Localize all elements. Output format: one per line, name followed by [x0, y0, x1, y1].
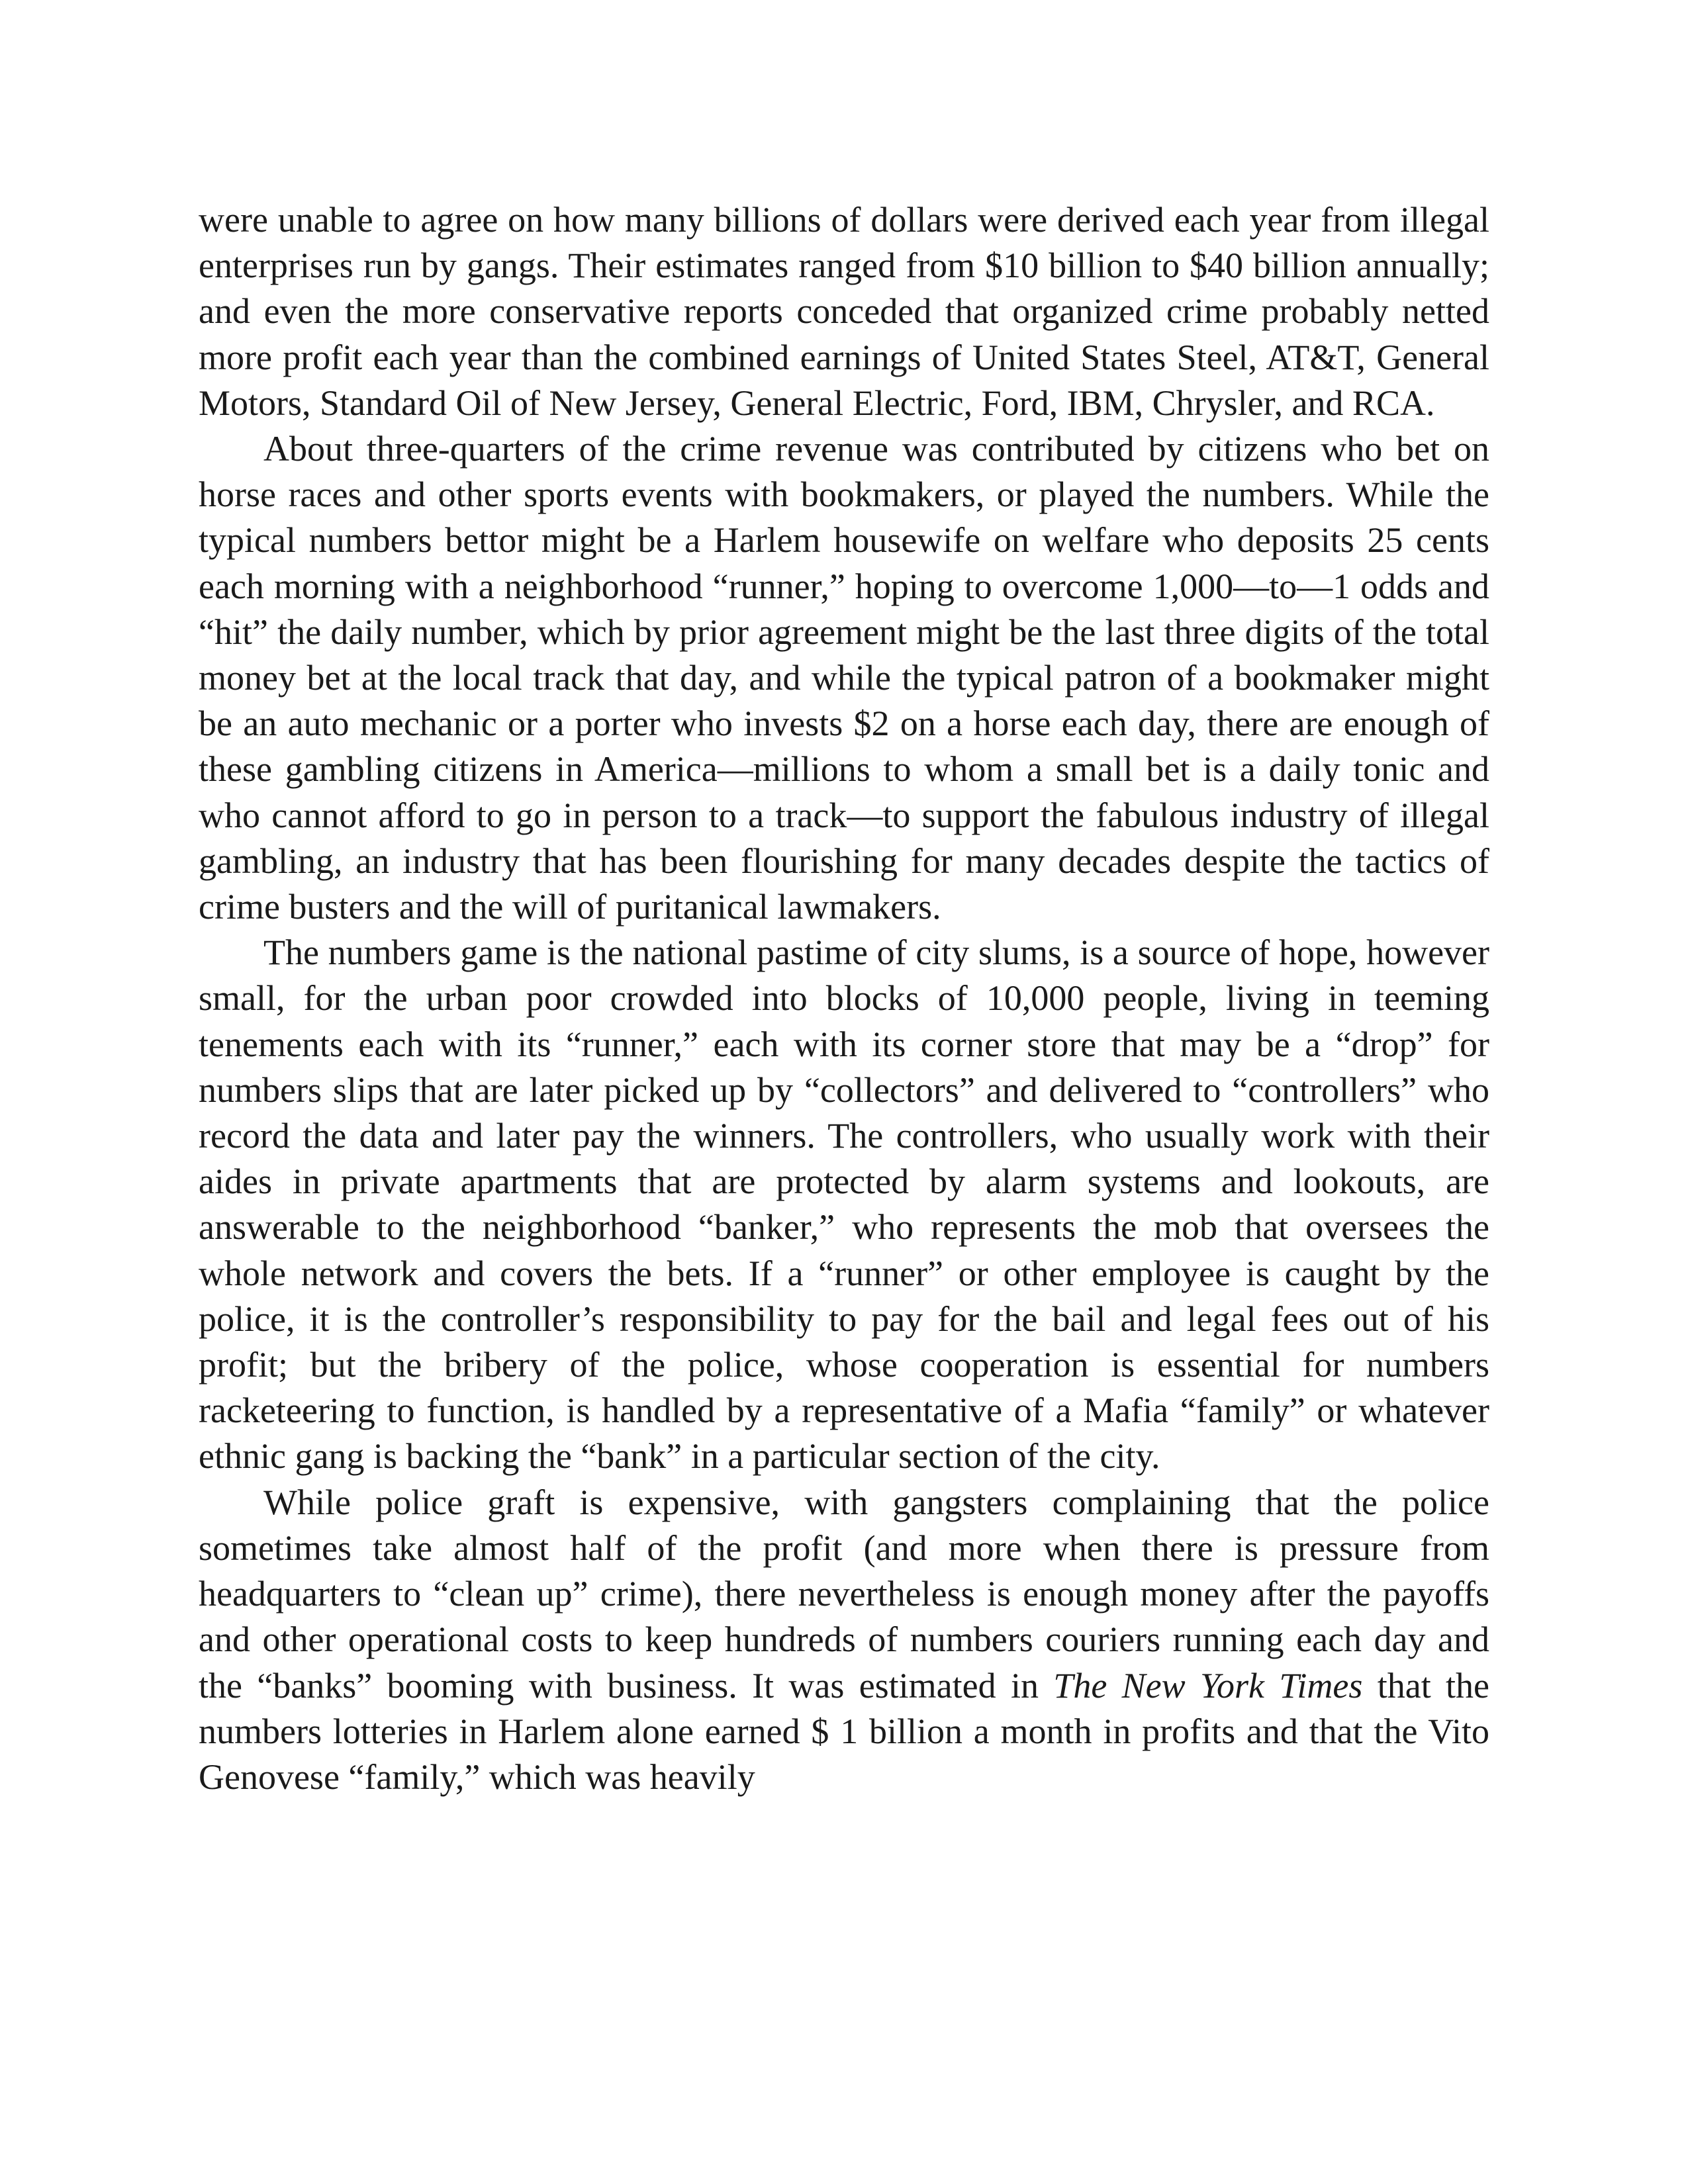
paragraph-4-italic-title: The New York Times [1053, 1665, 1363, 1706]
paragraph-1 [199, 197, 1489, 426]
paragraph-1-text: were unable to agree on how many billions of dollars were derived each year from illegal enterprises run by gangs. Their estimates ranged from $10 billion to $40 billion annually; and even the more conservative reports conceded that organized crime probably netted more profit each year than the combined earnings of United States Steel, AT&T, General Motors, Standard Oil of New Jersey, General Electric, Ford, IBM, Chrysler, and RCA. [199, 200, 1489, 423]
paragraph-4-text-before: While police graft is expensive, with gangsters complaining that the police sometimes take almost half of the profit (and more when there is pressure from headquarters to “clean up” crime), there nevertheless is enough money after the payoffs and other operational costs to keep hundreds of numbers couriers running each day and the “banks” booming with business. It was estimated in [199, 1482, 1489, 1706]
paragraph-3-text: The numbers game is the national pastime of city slums, is a source of hope, however small, for the urban poor crowded into blocks of 10,000 people, living in teeming tenements each with its “runner,” each with its corner store that may be a “drop” for numbers slips that are later picked up by “collectors” and delivered to “controllers” who record the data and later pay the winners. The controllers, who usually work with their aides in private apartments that are protected by alarm systems and lookouts, are answerable to the neighborhood “banker,” who represents the mob that oversees the whole network and covers the bets. If a “runner” or other employee is caught by the police, it is the controller’s responsibility to pay for the bail and legal fees out of his profit; but the bribery of the police, whose cooperation is essential for numbers racketeering to function, is handled by a representative of a Mafia “family” or whatever ethnic gang is backing the “bank” in a particular section of the city. [199, 933, 1489, 1477]
document-page [199, 197, 1489, 1800]
paragraph-2 [199, 426, 1489, 930]
paragraph-4 [199, 1480, 1489, 1800]
paragraph-3 [199, 930, 1489, 1479]
paragraph-4-text-after: that the numbers lotteries in Harlem alone earned $ 1 billion a month in profits and that the Vito Genovese “family,” which was heavily [199, 1665, 1489, 1797]
paragraph-2-text: About three-quarters of the crime revenue was contributed by citizens who bet on horse races and other sports events with bookmakers, or played the numbers. While the typical numbers bettor might be a Harlem housewife on welfare who deposits 25 cents each morning with a neighborhood “runner,” hoping to overcome 1,000—to—1 odds and “hit” the daily number, which by prior agreement might be the last three digits of the total money bet at the local track that day, and while the typical patron of a bookmaker might be an auto mechanic or a porter who invests $2 on a horse each day, there are enough of these gambling citizens in America—millions to whom a small bet is a daily tonic and who cannot afford to go in person to a track—to support the fabulous industry of illegal gambling, an industry that has been flourishing for many decades despite the tactics of crime busters and the will of puritanical lawmakers. [199, 429, 1489, 927]
